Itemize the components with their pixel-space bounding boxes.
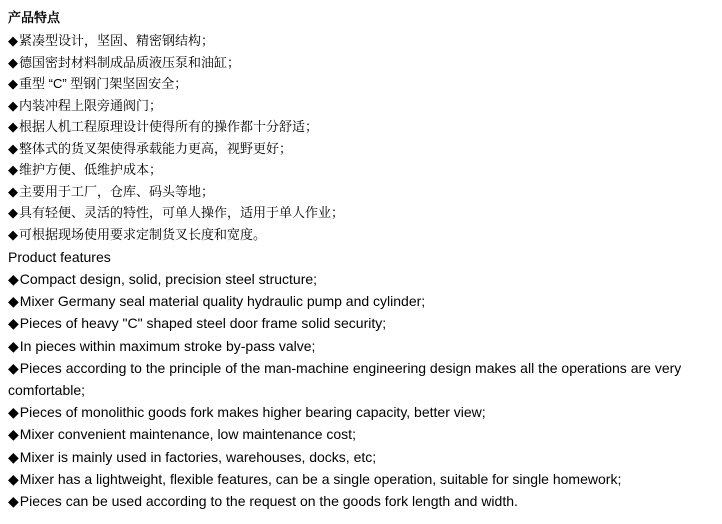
bullet-icon: ◆ bbox=[8, 404, 19, 421]
list-item bbox=[6, 202, 716, 224]
list-item bbox=[6, 490, 716, 512]
list-item-label: In pieces within maximum stroke by-pass valve; bbox=[19, 337, 316, 354]
list-item bbox=[6, 52, 716, 74]
list-item-label: Pieces can be used according to the request on the goods fork length and width. bbox=[19, 493, 518, 510]
chinese-feature-list bbox=[6, 30, 716, 245]
bullet-icon: ◆ bbox=[8, 119, 18, 134]
list-item-label: 根据人机工程原理设计使得所有的操作都十分舒适； bbox=[19, 119, 319, 134]
bullet-icon: ◆ bbox=[8, 337, 19, 354]
bullet-icon: ◆ bbox=[8, 448, 19, 465]
list-item-label: 具有轻便、灵活的特性，可单人操作，适用于单人作业； bbox=[19, 205, 345, 220]
bullet-icon: ◆ bbox=[8, 183, 18, 199]
list-item-label: 内装冲程上限旁通阀门； bbox=[19, 97, 163, 113]
bullet-icon: ◆ bbox=[8, 359, 19, 376]
list-item bbox=[6, 138, 716, 160]
list-item bbox=[6, 335, 716, 357]
list-item-label: 主要用于工厂，仓库、码头等地； bbox=[19, 183, 215, 199]
list-item-label: 重型 “C” 型钢门架坚固安全； bbox=[19, 76, 188, 91]
list-item bbox=[6, 312, 716, 334]
bullet-icon: ◆ bbox=[8, 315, 19, 332]
list-item bbox=[6, 446, 716, 468]
list-item-label: Pieces of heavy "C" shaped steel door frame solid security; bbox=[19, 315, 387, 332]
list-item-label: 德国密封材料制成品质液压泵和油缸； bbox=[19, 54, 241, 70]
list-item bbox=[6, 159, 716, 181]
bullet-icon: ◆ bbox=[8, 76, 18, 91]
list-item bbox=[6, 268, 716, 290]
bullet-icon: ◆ bbox=[8, 271, 19, 287]
english-feature-list bbox=[6, 268, 716, 512]
list-item bbox=[6, 73, 716, 95]
list-item-label: Pieces according to the principle of the man-machine engineering design makes all the operations are very comfortable; bbox=[8, 359, 682, 399]
list-item bbox=[6, 116, 716, 138]
list-item bbox=[6, 30, 716, 52]
list-item bbox=[6, 95, 716, 117]
list-item-label: Mixer has a lightweight, flexible features, can be a single operation, suitable for single homework; bbox=[19, 470, 622, 487]
bullet-icon: ◆ bbox=[8, 162, 18, 177]
list-item bbox=[6, 357, 716, 401]
list-item bbox=[6, 290, 716, 312]
bullet-icon: ◆ bbox=[8, 54, 18, 70]
bullet-icon: ◆ bbox=[8, 140, 18, 156]
bullet-icon: ◆ bbox=[8, 97, 18, 113]
list-item-label: Mixer Germany seal material quality hydraulic pump and cylinder; bbox=[19, 293, 426, 310]
bullet-icon: ◆ bbox=[8, 33, 18, 48]
bullet-icon: ◆ bbox=[8, 426, 19, 443]
bullet-icon: ◆ bbox=[8, 470, 19, 487]
english-section-title: Product features bbox=[8, 249, 111, 265]
bullet-icon: ◆ bbox=[8, 293, 19, 310]
list-item bbox=[6, 181, 716, 203]
list-item-label: Mixer convenient maintenance, low maintenance cost; bbox=[19, 426, 356, 443]
list-item-label: Pieces of monolithic goods fork makes higher bearing capacity, better view; bbox=[19, 404, 486, 421]
bullet-icon: ◆ bbox=[8, 493, 19, 510]
list-item bbox=[6, 468, 716, 490]
list-item-label: Compact design, solid, precision steel structure; bbox=[19, 271, 318, 287]
bullet-icon: ◆ bbox=[8, 205, 18, 220]
list-item-label: Mixer is mainly used in factories, warehouses, docks, etc; bbox=[19, 448, 377, 465]
list-item-label: 紧凑型设计，坚固、精密钢结构； bbox=[19, 33, 215, 48]
list-item bbox=[6, 224, 716, 246]
list-item-label: 整体式的货叉架使得承载能力更高，视野更好； bbox=[19, 140, 293, 156]
list-item bbox=[6, 423, 716, 445]
bullet-icon: ◆ bbox=[8, 226, 18, 242]
list-item-label: 可根据现场使用要求定制货叉长度和宽度。 bbox=[19, 226, 267, 242]
page-title: 产品特点 bbox=[8, 10, 61, 25]
list-item-label: 维护方便、低维护成本； bbox=[19, 162, 163, 177]
list-item bbox=[6, 401, 716, 423]
